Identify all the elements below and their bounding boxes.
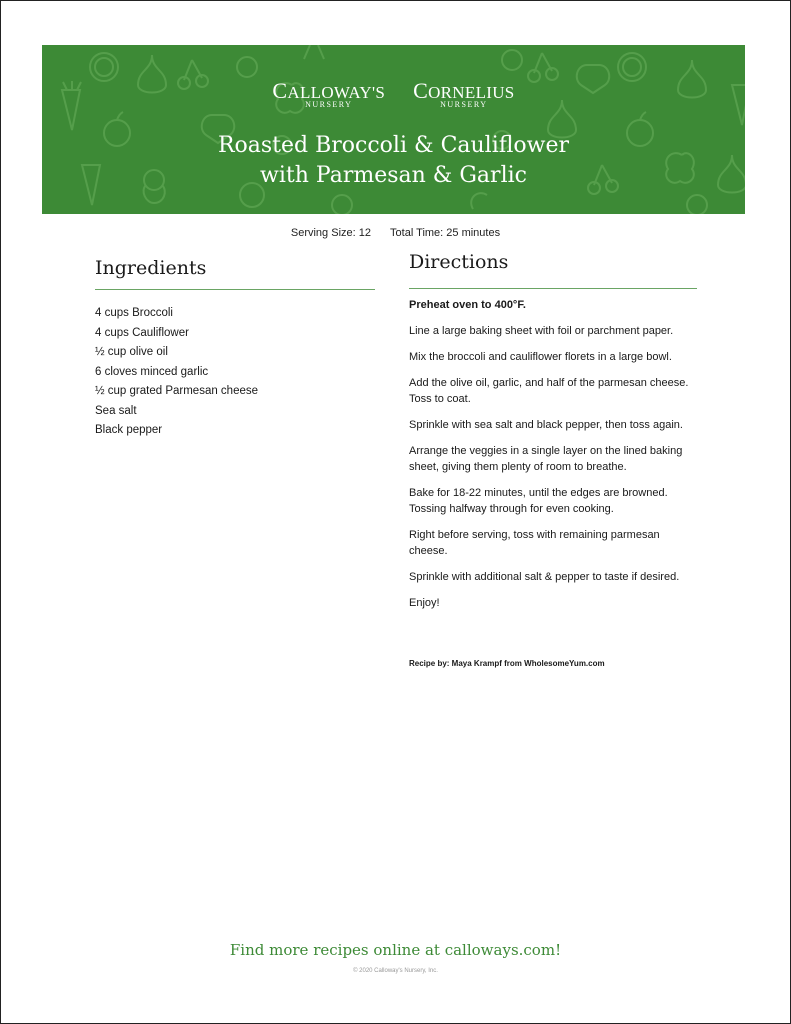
header-banner bbox=[42, 45, 745, 214]
direction-step: Sprinkle with sea salt and black pepper, then toss again. bbox=[409, 419, 683, 431]
brand-logos bbox=[42, 78, 745, 109]
direction-step: Mix the broccoli and cauliflower florets in a large bowl. bbox=[409, 351, 672, 363]
total-time: Total Time: 25 minutes bbox=[390, 227, 501, 239]
list-item: ½ cup grated Parmesan cheese bbox=[95, 385, 259, 397]
recipe-credit: Recipe by: Maya Krampf from WholesomeYum.com bbox=[409, 659, 605, 668]
list-item: Black pepper bbox=[95, 424, 163, 436]
directions-list bbox=[409, 297, 701, 621]
direction-step: Preheat oven to 400°F. bbox=[409, 299, 526, 311]
direction-step: Bake for 18-22 minutes, until the edges are browned. Tossing halfway through for even cooking. bbox=[409, 487, 668, 515]
list-item: Sea salt bbox=[95, 404, 137, 417]
recipe-title: Roasted Broccoli & Cauliflower with Parmesan & Garlic bbox=[217, 133, 570, 188]
direction-step: Sprinkle with additional salt & pepper to taste if desired. bbox=[409, 571, 680, 583]
direction-step: Right before serving, toss with remaining parmesan cheese. bbox=[409, 529, 660, 557]
direction-step: Arrange the veggies in a single layer on the lined baking sheet, giving them plenty of room to breathe. bbox=[409, 445, 683, 473]
direction-step: Enjoy! bbox=[409, 597, 440, 609]
directions-divider bbox=[409, 288, 697, 289]
recipe-meta bbox=[0, 227, 791, 239]
list-item: 4 cups Cauliflower bbox=[95, 326, 189, 339]
direction-step: Line a large baking sheet with foil or parchment paper. bbox=[409, 325, 674, 337]
footer-cta-link[interactable]: Find more recipes online at calloways.com! bbox=[229, 941, 562, 959]
list-item: ½ cup olive oil bbox=[95, 346, 168, 358]
ingredients-divider bbox=[95, 289, 375, 290]
calloways-logo: CALLOWAY'S NURSERY bbox=[272, 78, 386, 109]
copyright: © 2020 Calloway's Nursery, Inc. bbox=[353, 968, 438, 974]
serving-size: Serving Size: 12 bbox=[290, 227, 371, 239]
list-item: 4 cups Broccoli bbox=[95, 307, 173, 319]
direction-step: Add the olive oil, garlic, and half of the parmesan cheese. Toss to coat. bbox=[409, 377, 689, 405]
ingredients-heading: Ingredients bbox=[95, 257, 207, 279]
list-item: 6 cloves minced garlic bbox=[95, 365, 209, 378]
directions-heading: Directions bbox=[409, 251, 509, 273]
cornelius-logo: CORNELIUS NURSERY bbox=[413, 78, 515, 109]
ingredients-list bbox=[95, 304, 375, 441]
